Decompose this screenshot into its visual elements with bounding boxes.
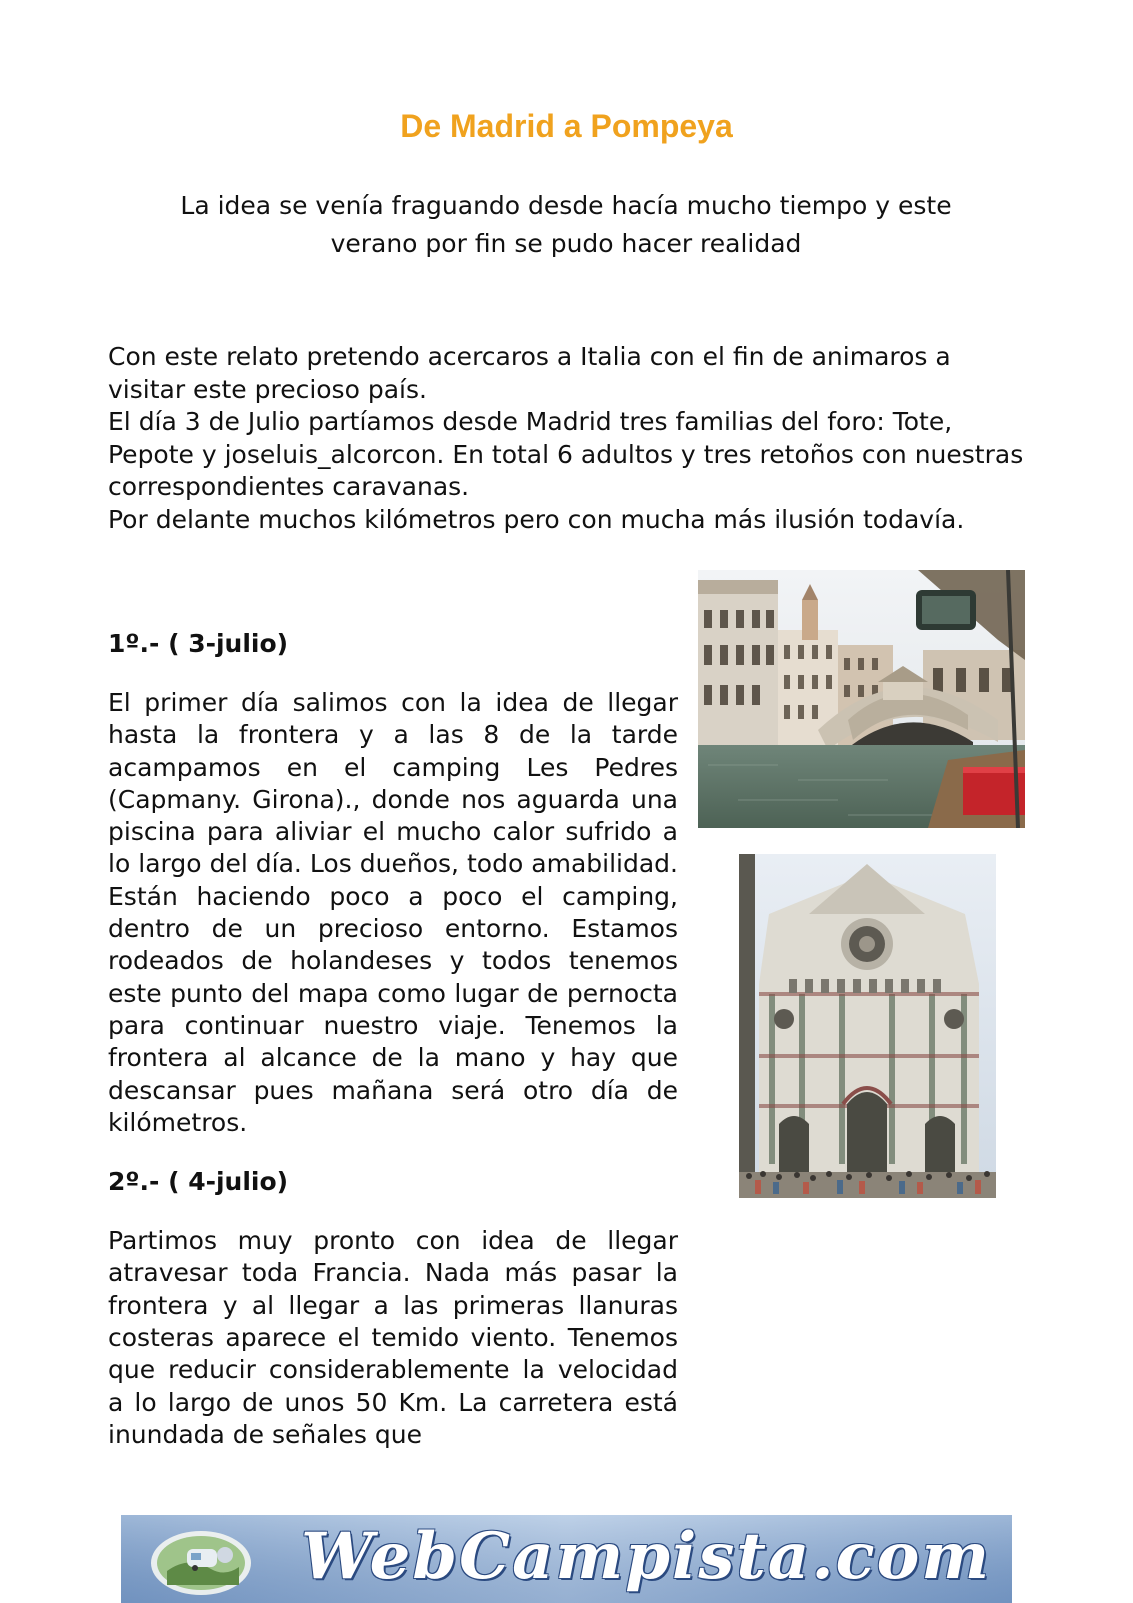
intro-section — [108, 341, 1028, 536]
footer-brand-text: WebCampista.com — [301, 1519, 992, 1594]
day-heading-1: 1º.- ( 3-julio) — [108, 629, 289, 658]
florence-cathedral-photo — [739, 854, 996, 1198]
diary-column — [108, 628, 678, 1451]
day-heading-2: 2º.- ( 4-julio) — [108, 1167, 289, 1197]
webcampista-logo-icon — [149, 1525, 253, 1597]
page-title: De Madrid a Pompeya — [400, 108, 733, 144]
subtitle: La idea se venía fraguando desde hacía mucho tiempo y este verano por fin se pudo hacer realidad — [180, 191, 952, 258]
day-text-2: Partimos muy pronto con idea de llegar atravesar toda Francia. Nada más pasar la frontera y al llegar a las primeras llanuras costeras aparece el temido viento. Tenemos que reducir considerablemente la velocidad a lo largo de unos 50 Km. La carretera está inundada de señales que — [108, 1226, 678, 1449]
intro-paragraph: El día 3 de Julio partíamos desde Madrid tres familias del foro: Tote, Pepote y joseluis_alcorcon. En total 6 adultos y tres retoños con nuestras correspondientes caravanas. — [108, 407, 1024, 501]
intro-paragraph: Por delante muchos kilómetros pero con mucha más ilusión todavía. — [108, 504, 965, 534]
day-text-1: El primer día salimos con la idea de llegar hasta la frontera y a las 8 de la tarde acampamos en el camping Les Pedres (Capmany. Girona)., donde nos aguarda una piscina para aliviar el mucho calor sufrido a lo largo del día. Los dueños, todo amabilidad. Están haciendo poco a poco el camping, dentro de un precioso entorno. Estamos rodeados de holandeses y todos tenemos este punto del mapa como lugar de pernocta para continuar nuestro viaje. Tenemos la frontera al alcance de la mano y hay que descansar pues mañana será otro día de kilómetros. — [108, 688, 678, 1137]
footer-banner — [121, 1515, 1012, 1603]
intro-paragraph: Con este relato pretendo acercaros a Italia con el fin de animaros a visitar este precioso país. — [108, 342, 951, 404]
venice-rialto-photo — [698, 570, 1025, 828]
